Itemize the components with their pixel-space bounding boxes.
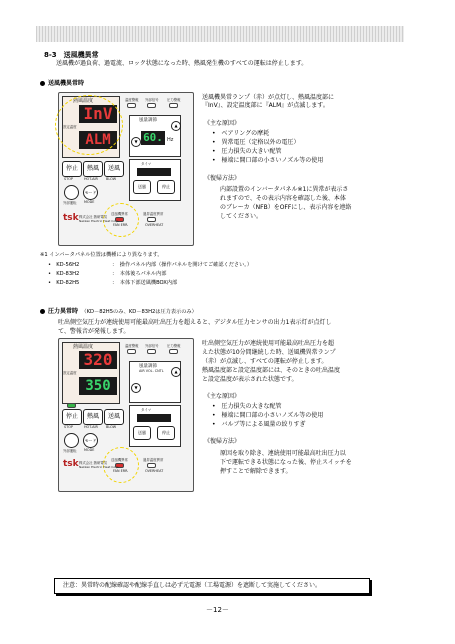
company-name: 株式会社 熱研電気 [79, 215, 108, 219]
fan-down-button[interactable]: ▼ [131, 137, 141, 147]
timer-blow-button[interactable]: 送風 [133, 426, 151, 440]
blow-button[interactable]: 送風 [104, 161, 124, 177]
overheat-label: 過昇温度異常 [143, 458, 164, 462]
case1-recovery-4: してください。 [220, 213, 263, 220]
timer-stop-button[interactable]: 停止 [157, 180, 175, 194]
case2-desc-5: と設定温度が表示された状態です。 [202, 376, 298, 383]
case2-recovery-title: 《復帰方法》 [204, 438, 241, 445]
blink-indicator [55, 95, 123, 155]
stop-button[interactable]: 停止 [62, 409, 82, 425]
fan-error-label: 送風機異常 [111, 458, 128, 462]
case2-intro-2: て、警報音が発報します。 [58, 328, 130, 335]
alarm-label-1: 温度警報 [125, 98, 139, 102]
overheat-label: 過昇温度異常 [143, 212, 164, 216]
blow-button[interactable]: 送風 [104, 409, 124, 425]
pressure-alarm-led [169, 103, 178, 108]
hot-air-button[interactable]: 熱風 [83, 409, 103, 425]
caution-text: 注意：異常時の配線確認や配線手直しは必ず元電源（工場電源）を遮断して実施してください。 [63, 582, 322, 589]
stop-label: STOP [64, 177, 73, 181]
bullet-icon [40, 309, 45, 314]
case2-desc-1: 吐出側空気圧力が連続使用可能最高吐出圧力を超 [202, 340, 335, 347]
overheat-en: OVERHEAT [145, 223, 164, 227]
footnote-model-1: • KD-56H2 [48, 262, 80, 268]
case1-recovery-1: 内部設置のインバータパネル※1に異常が表示さ [220, 186, 349, 193]
alarm-label-3: 圧力警報 [167, 344, 181, 348]
lcd-title: 熱風温度 [73, 98, 94, 104]
temp-alarm-led [127, 349, 136, 354]
hot-air-label: HOT-AIR [84, 177, 98, 181]
case2-heading: 圧力異常時 （KD－82H5のみ、KD－83H2は圧力表示のみ） [40, 308, 197, 317]
fan-hz-readout: 60. [141, 131, 165, 145]
ext-run-label: 外部運転 [63, 449, 77, 453]
fan-error-label: 送風機異常 [111, 212, 128, 216]
brand-logo: tsk [63, 459, 79, 469]
alarm-label-3: 圧力警報 [167, 98, 181, 102]
mode-label: MODE [84, 448, 95, 452]
set-temp-readout: ALM [79, 131, 117, 149]
case1-desc-2: 『InV』、設定温度部に『ALM』が点滅します。 [202, 102, 329, 109]
stop-label: STOP [64, 425, 73, 429]
case2-desc-4: 熱風温度部と設定温度部には、そのときの吐出温度 [202, 367, 341, 374]
timer-label: タイマ [141, 408, 152, 412]
timer-readout [137, 414, 171, 422]
pressure-alarm-led [169, 349, 178, 354]
set-temp-readout: 350 [79, 377, 117, 395]
case2-desc-3: （赤）が点滅し、すべての運転が停止します。 [202, 358, 328, 365]
hot-air-button[interactable]: 熱風 [83, 161, 103, 177]
temp-alarm-led [127, 103, 136, 108]
overheat-en: OVERHEAT [145, 469, 164, 473]
case1-recovery-title: 《復帰方法》 [204, 175, 241, 182]
mode-button[interactable]: モード [83, 185, 98, 200]
footnote-title: ※1 インバータパネル位置は機種により異なります。 [40, 252, 163, 258]
stop-button[interactable]: 停止 [62, 161, 82, 177]
fan-error-en: FAN ERR. [113, 469, 129, 473]
blow-label: BLOW [106, 425, 117, 429]
footnote-desc-3: ： 本体下部送風機BOX内部 [112, 280, 178, 286]
case1-causes-title: 《主な原因》 [204, 120, 241, 127]
control-panel-2 [58, 338, 194, 492]
footnote-desc-1: ： 操作パネル内部（操作パネルを開けてご確認ください。） [112, 262, 253, 268]
ext-cntl-led [147, 349, 156, 354]
alarm-label-2: 外部信号 [145, 344, 159, 348]
mode-button[interactable]: モード [83, 433, 98, 448]
case2-intro-1: 吐出側空気圧力が連続使用可能最高吐出圧力を超えると、デジタル圧力センサの出力1表示灯が点灯し [58, 319, 332, 326]
case1-cause-3: • 圧力損失の大きい配管 [212, 148, 282, 155]
case1-cause-4: • 極端に開口部の小さいノズル等の使用 [212, 157, 324, 164]
section-intro: 送風機が過負荷、過電流、ロック状態になった時、熱風発生機のすべての運転は停止します。 [56, 60, 308, 67]
hot-air-label: HOT-AIR [84, 425, 98, 429]
hot-air-temp-readout: InV [79, 105, 117, 123]
control-panel-1 [58, 92, 194, 246]
fan-down-button[interactable]: ▼ [131, 383, 141, 393]
alarm-label-2: 外部信号 [145, 98, 159, 102]
case1-heading: 送風機異常時 [40, 80, 84, 89]
case1-cause-2: • 異常電圧（定格以外の電圧） [212, 139, 300, 146]
footnote-desc-2: ： 本体後ろパネル内部 [112, 271, 167, 277]
fan-title: 風量調節 [139, 118, 157, 123]
case2-recovery-1: 原因を取り除き、連続使用可能最高吐出圧力以 [220, 450, 346, 457]
alarm-label-1: 温度警報 [125, 344, 139, 348]
section-title: 8-3 送風機異常 [44, 51, 99, 59]
ext-run-button[interactable] [64, 433, 79, 448]
header-bar [36, 26, 404, 42]
case1-desc-1: 送風機異常ランプ（赤）が点灯し、熱風温度部に [202, 94, 335, 101]
case2-cause-1: • 圧力損失の大きな配管 [212, 403, 282, 410]
caution-box [54, 578, 370, 594]
fan-title: 風量調節 [139, 364, 157, 369]
fan-error-en: FAN ERR. [113, 223, 129, 227]
company-name: 株式会社 熱研電気 [79, 461, 108, 465]
lcd-title: 熱風温度 [73, 344, 94, 350]
ext-cntl-led [147, 103, 156, 108]
brand-logo: tsk [63, 213, 79, 223]
timer-readout [137, 168, 171, 176]
overheat-led [147, 217, 156, 222]
case2-recovery-2: 下で運転できる状態になった後、停止スイッチを [220, 459, 352, 466]
blow-label: BLOW [106, 177, 117, 181]
fan-up-button[interactable]: ▲ [171, 121, 181, 131]
hz-unit: Hz [167, 137, 174, 143]
case2-causes-title: 《主な原因》 [204, 393, 241, 400]
case2-recovery-3: 押すことで解除できます。 [220, 468, 292, 475]
bullet-icon [40, 81, 45, 86]
case2-cause-3: • バルブ等による風量の絞りすぎ [212, 421, 306, 428]
ext-run-button[interactable] [64, 185, 79, 200]
ext-run-label: 外部運転 [63, 201, 77, 205]
fan-subtitle: AIR VOL. CNTL [139, 369, 164, 373]
set-temp-label: 設定温度 [63, 125, 77, 129]
case2-cause-2: • 極端に開口部の小さいノズル等の使用 [212, 412, 324, 419]
case1-cause-1: • ベアリングの摩耗 [212, 130, 270, 137]
page-number: －12－ [206, 606, 229, 614]
company-name-en: Nekken Electric Heat Corp. [79, 219, 120, 223]
hot-air-temp-readout: 320 [79, 351, 117, 369]
case1-recovery-3: のブレーカ（NFB）をOFFにし、表示内容を連絡 [220, 204, 352, 211]
footnote-model-3: • KD-82H5 [48, 280, 80, 286]
fan-up-button[interactable]: ▲ [171, 367, 181, 377]
stop-led [67, 403, 76, 408]
timer-blow-button[interactable]: 送風 [133, 180, 151, 194]
company-name-en: Nekken Electric Heat Corp. [79, 465, 120, 469]
mode-label: MODE [84, 200, 95, 204]
case2-desc-2: えた状態が10分間継続した時、送風機異常ランプ [202, 349, 336, 356]
timer-label: タイマ [141, 162, 152, 166]
footnote-model-2: • KD-83H2 [48, 271, 80, 277]
set-temp-label: 設定温度 [63, 371, 77, 375]
timer-stop-button[interactable]: 停止 [157, 426, 175, 440]
case1-recovery-2: れますので、その表示内容を確認した後、本体 [220, 195, 346, 202]
overheat-led [147, 463, 156, 468]
